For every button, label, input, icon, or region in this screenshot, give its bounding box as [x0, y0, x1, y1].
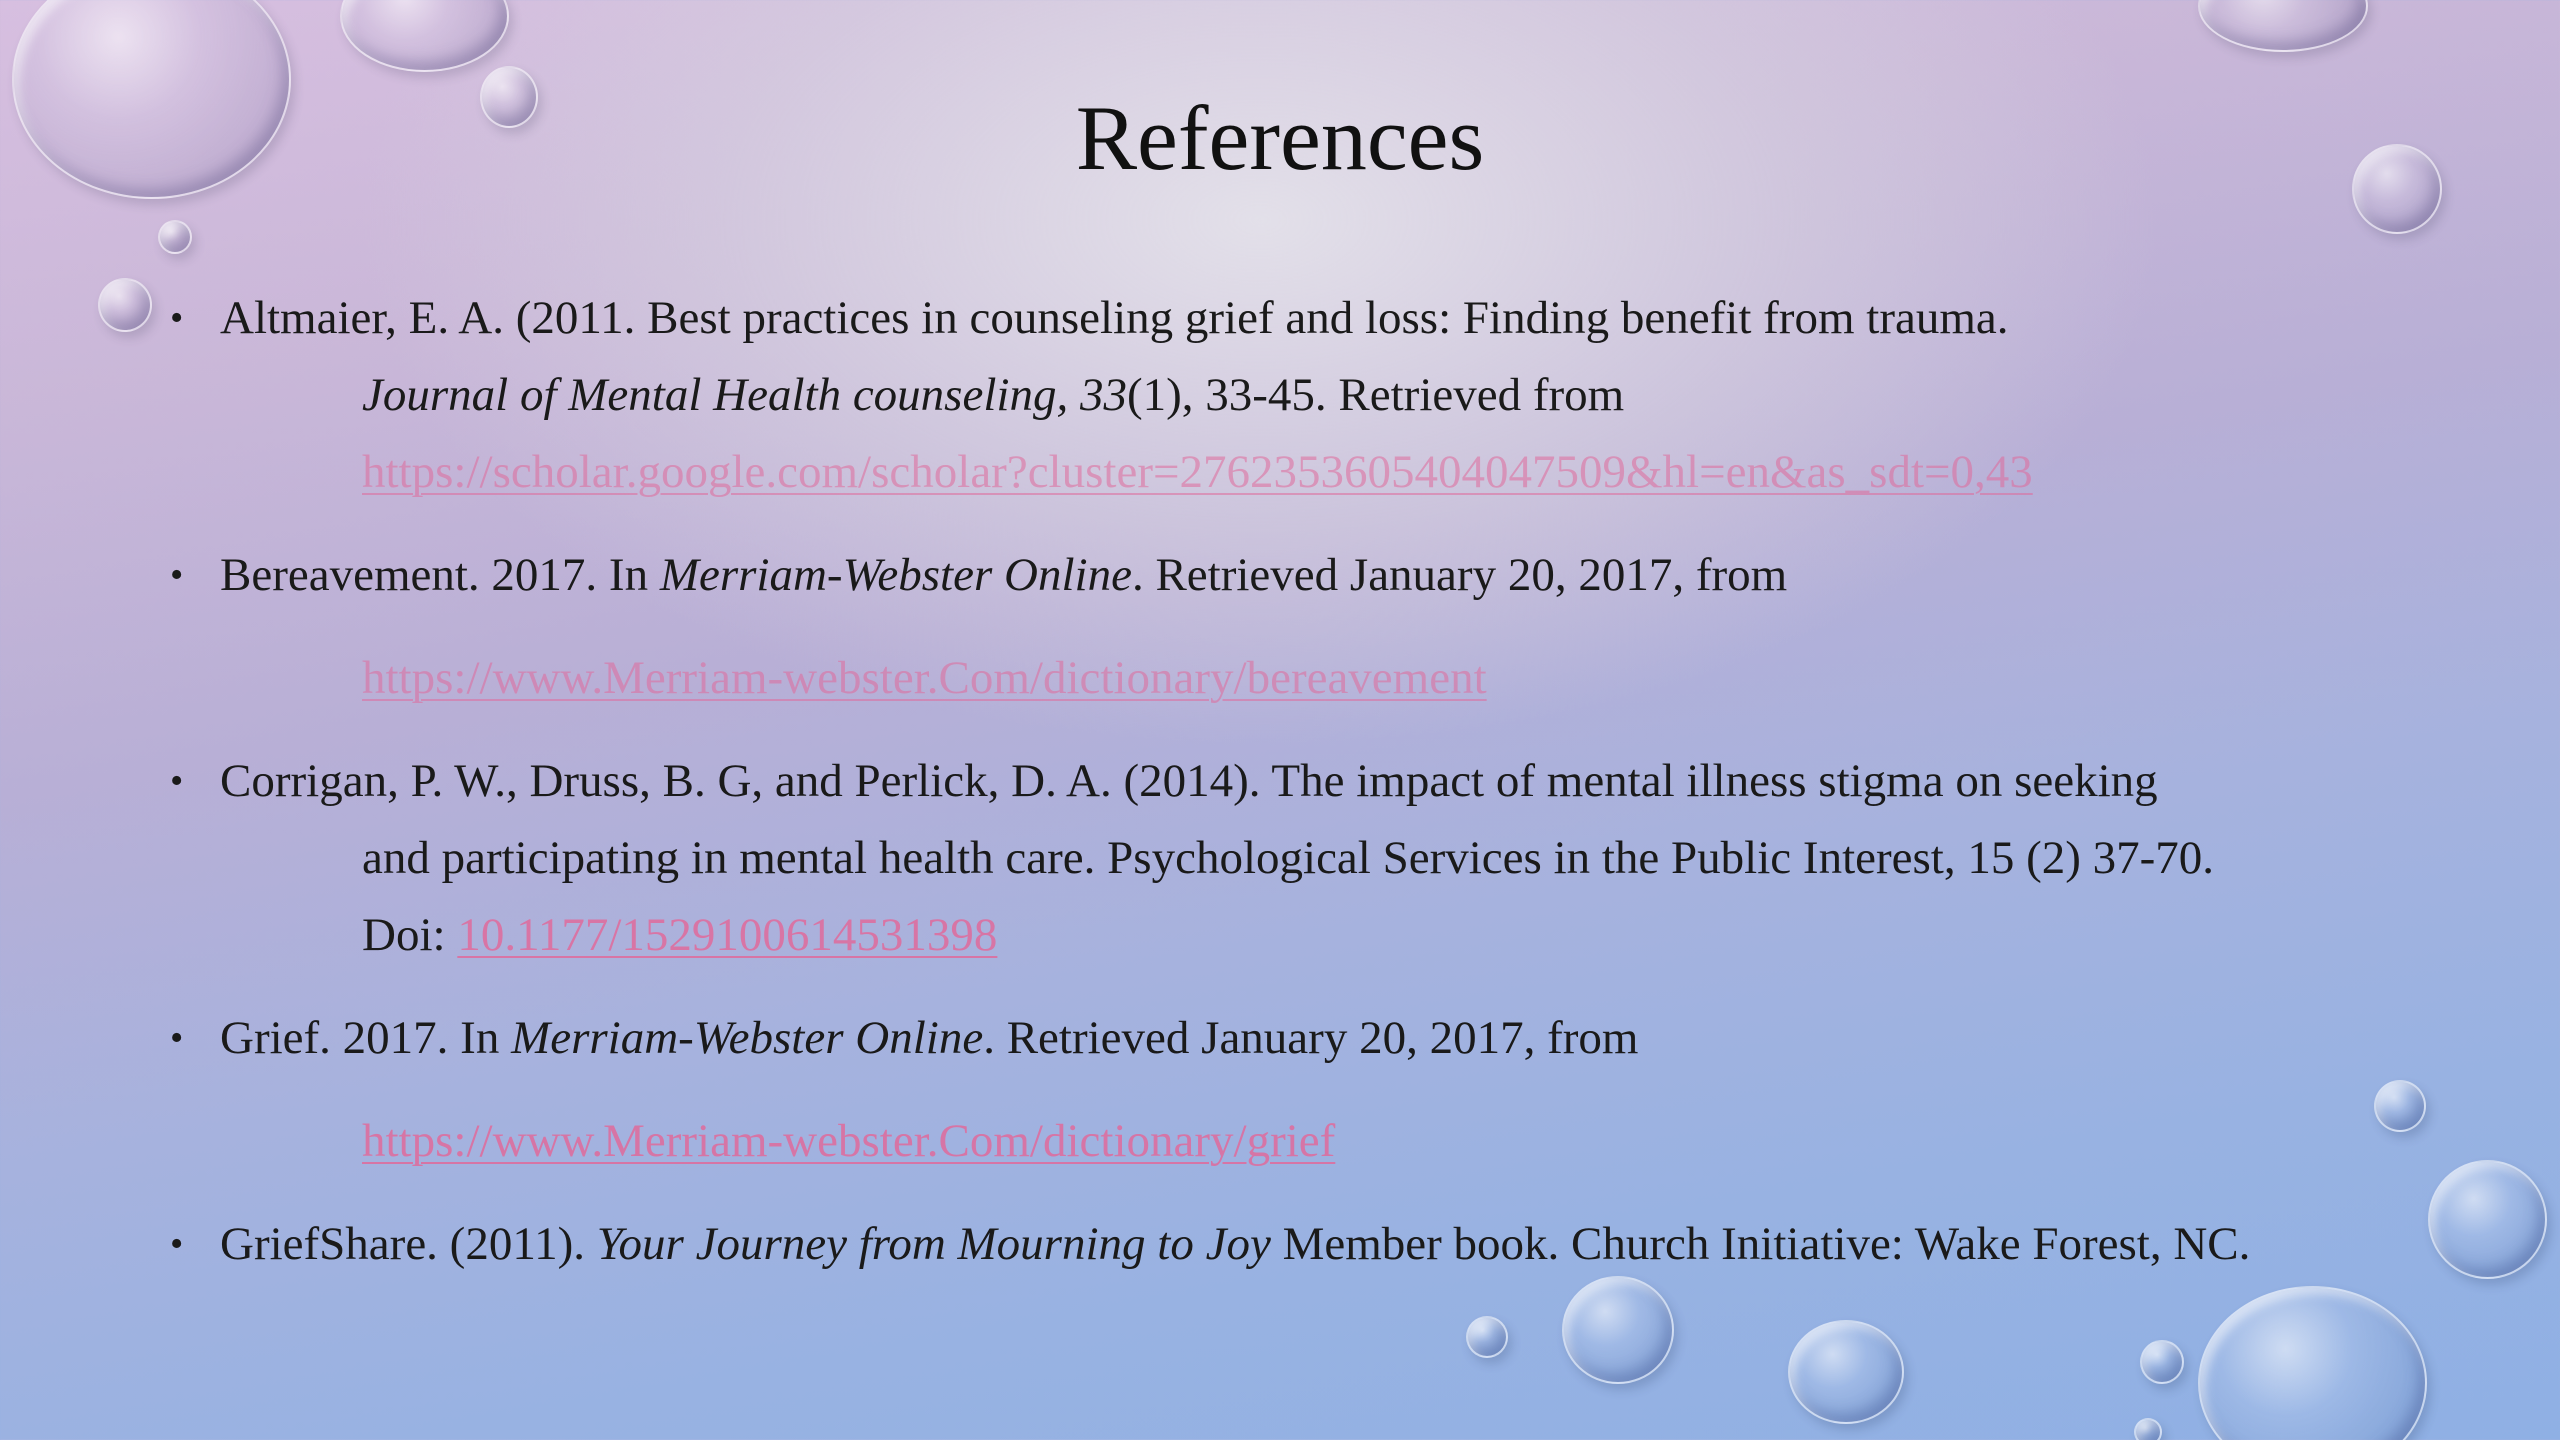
journal-title: Journal of Mental Health counseling, 33 — [362, 369, 1127, 421]
bullet-marker: • — [170, 297, 184, 339]
bullet-marker: • — [170, 1017, 184, 1059]
reference-link[interactable]: https://www.Merriam-webster.Com/dictionary/grief — [362, 1115, 1336, 1167]
reference-item-altmaier — [170, 280, 2410, 511]
reference-link[interactable]: https://www.Merriam-webster.Com/dictionary/bereavement — [362, 652, 1487, 704]
reference-suffix: . Retrieved January 20, 2017, from — [983, 1012, 1639, 1064]
reference-prefix: Bereavement. 2017. In — [220, 549, 660, 601]
journal-details: (1), 33-45. Retrieved from — [1126, 369, 1625, 421]
water-droplet-decoration — [340, 0, 509, 72]
bullet-marker: • — [170, 1223, 184, 1265]
reference-text: Altmaier, E. A. (2011. Best practices in counseling grief and loss: Finding benefit from trauma. — [220, 292, 2009, 344]
bullet-marker: • — [170, 760, 184, 802]
water-droplet-decoration — [1466, 1316, 1508, 1358]
water-droplet-decoration — [2428, 1160, 2547, 1279]
reference-prefix: Grief. 2017. In — [220, 1012, 512, 1064]
water-droplet-decoration — [2134, 1418, 2162, 1440]
water-droplet-decoration — [158, 220, 192, 254]
reference-item-corrigan — [170, 743, 2410, 974]
reference-url-line — [220, 1103, 2410, 1180]
doi-label: Doi: — [362, 909, 458, 961]
bullet-marker: • — [170, 554, 184, 596]
reference-item-griefshare — [170, 1206, 2410, 1283]
reference-item-bereavement — [170, 537, 2410, 717]
reference-suffix: Member book. Church Initiative: Wake Forest, NC. — [1270, 1218, 2251, 1270]
book-title: Your Journey from Mourning to Joy — [596, 1218, 1271, 1270]
reference-link[interactable]: https://scholar.google.com/scholar?cluster=2762353605404047509&hl=en&as_sdt=0,43 — [362, 446, 2033, 498]
reference-suffix: . Retrieved January 20, 2017, from — [1131, 549, 1788, 601]
water-droplet-decoration — [2140, 1340, 2184, 1384]
reference-list — [170, 280, 2410, 1283]
reference-url-line — [220, 640, 2410, 717]
water-droplet-decoration — [98, 278, 152, 332]
source-title: Merriam-Webster Online — [511, 1012, 984, 1064]
reference-url-line — [220, 434, 2410, 511]
reference-continuation: and participating in mental health care. Psychological Services in the Public Interest, 15 (2) 37-70. — [362, 832, 2215, 884]
reference-prefix: GriefShare. (2011). — [220, 1218, 597, 1270]
reference-doi-line — [220, 897, 2410, 974]
reference-continuation — [220, 357, 2410, 434]
water-droplet-decoration — [1562, 1276, 1674, 1384]
water-droplet-decoration — [2198, 1286, 2427, 1440]
water-droplet-decoration — [2198, 0, 2368, 52]
source-title: Merriam-Webster Online — [659, 549, 1132, 601]
reference-item-grief — [170, 1000, 2410, 1180]
water-droplet-decoration — [1788, 1320, 1904, 1424]
reference-text: Corrigan, P. W., Druss, B. G, and Perlick, D. A. (2014). The impact of mental illness stigma on seeking — [220, 755, 2158, 807]
slide-title: References — [1075, 87, 1485, 189]
doi-link[interactable]: 10.1177/1529100614531398 — [457, 909, 998, 961]
